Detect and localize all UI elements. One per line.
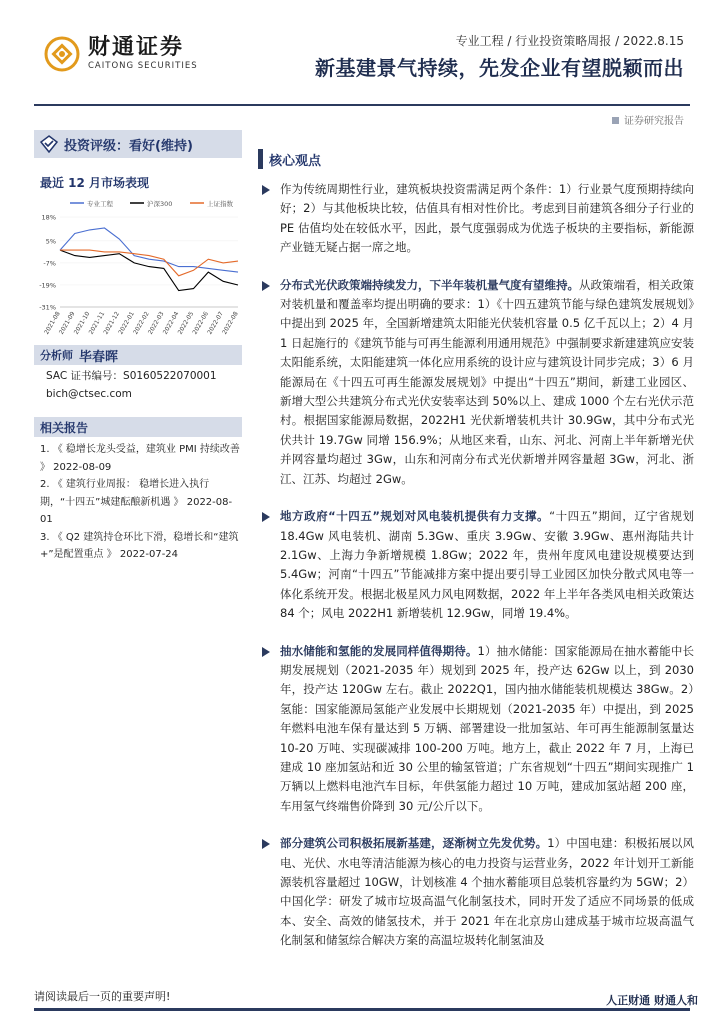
x-tick-label: 2022-03 — [146, 310, 166, 335]
paragraph-text: 从政策端看，相关政策对装机量和覆盖率均提出明确的要求：1）《十四五建筑节能与绿色建筑发展规划》中提出到 2025 年，全国新增建筑太阳能光伏装机容量 0.5 亿千瓦以上；2）4 月 1 日起施行的《建筑节能与可再生能源利用通用规范》中强制要求新建建筑应安装太阳能系统，太阳能建筑一体化应用系统的设计应与建筑设计同步完成；3）6 月能源局在《十四五可再生能源发展规划》中提出“十四五”期间，新建工业园区、新增大型公共建筑分布式光伏安装率达到 50%以上、建成 1000 个左右光伏示范村。根据国家能源局数据，2022H1 光伏新增装机共计 30.9Gw，其中分布式光伏共计 19.7Gw 同增 156.9%；从地区来看，山东、河北、河南上半年新增光伏并网容量均超过 3Gw，山东和河南分布式光伏新增并网容量超 3Gw，河北、浙江、江苏、均超过 2Gw。 — [280, 277, 694, 486]
square-bullet-icon — [612, 117, 619, 124]
analyst-info — [34, 367, 242, 403]
analyst-bar — [34, 345, 242, 365]
logo-cn-text: 财通证券 — [88, 35, 185, 60]
analyst-email[interactable]: bich@ctsec.com — [46, 388, 132, 400]
disclaimer-note: 请阅读最后一页的重要声明! — [34, 990, 171, 1003]
legend-label: 沪深300 — [147, 200, 173, 208]
analyst-label: 分析师 — [40, 349, 73, 362]
footer-slogan: 人正财通 财通人和 — [606, 994, 698, 1007]
diamond-check-icon — [40, 135, 58, 153]
related-report-item[interactable]: 2. 《 建筑行业周报： 稳增长进入执行期，“十四五”城建酝酿新机遇 》 2022-08-01 — [40, 479, 233, 525]
investment-rating: 投资评级：看好(维持) — [64, 138, 193, 154]
x-tick-label: 2022-05 — [176, 310, 196, 335]
report-type-text: 证券研究报告 — [624, 116, 684, 127]
sidebar — [34, 130, 242, 564]
paragraph-companies — [258, 834, 694, 950]
report-type-tag — [612, 112, 684, 127]
paragraph-storage-hydrogen — [258, 642, 694, 817]
x-tick-label: 2021-09 — [57, 310, 77, 335]
paragraph-lead: 地方政府“十四五”规划对风电装机提供有力支撑。 — [280, 509, 550, 524]
legend-label: 专业工程 — [87, 200, 113, 208]
paragraph-text: 作为传统周期性行业，建筑板块投资需满足两个条件：1）行业景气度预期持续向好；2）与其他板块比较，估值具有相对性价比。考虑到目前建筑各细分子行业的 PE 估值均处在较低水平，因此，景气度强弱成为优选子板块的主要指标，新能源产业链无疑占据一席之地。 — [280, 182, 694, 255]
y-tick-label: -7% — [43, 259, 56, 268]
x-tick-label: 2021-10 — [72, 310, 92, 335]
legend-label: 上证指数 — [207, 200, 233, 208]
paragraph-text: 1）抽水储能：国家能源局在抽水蓄能中长期发展规划（2021-2035 年）规划到 2025 年，投产达 62Gw 以上，到 2030 年，投产达 120Gw 左右。截止 2022Q1，国内抽水储能装机规模达 38Gw。2）氢能：国家能源局氢能产业发展中长期规划（2021-2035 年）中提出，到 2025 年燃料电池车保有量达到 5 万辆、部署建设一批加氢站、年可再生能源制氢量达 10-20 万吨、实现碳减排 100-200 万吨。地方上，截止 2022 年 7 月，上海已建成 10 座加氢站和近 30 公里的输氢管道；广东省规划“十四五”期间实现推广 1 万辆以上燃料电池汽车目标，年供氢能力超过 10 万吨，建成加氢站超 200 座，车用氢气终端售价降到 30 元/公斤以下。 — [280, 643, 694, 813]
header-divider — [34, 104, 690, 106]
report-headline: 新基建景气持续，先发企业有望脱颖而出 — [315, 56, 684, 80]
arrow-bullet-icon — [262, 281, 270, 291]
y-tick-label: 18% — [41, 213, 56, 222]
arrow-bullet-icon — [262, 512, 270, 522]
analyst-name: 毕春晖 — [79, 349, 119, 365]
x-tick-label: 2021-12 — [102, 310, 122, 335]
paragraph-lead: 分布式光伏政策端持续发力，下半年装机量气度有望维持。 — [280, 277, 579, 292]
footer-divider — [34, 1008, 690, 1011]
caitong-logo-icon — [44, 36, 80, 72]
y-tick-label: 5% — [45, 237, 56, 246]
core-viewpoint-title: 核心观点 — [269, 153, 322, 169]
paragraph-intro — [258, 180, 694, 258]
x-tick-label: 2021-08 — [43, 310, 62, 335]
sac-number: SAC 证书编号：S0160522070001 — [46, 370, 217, 382]
x-tick-label: 2022-07 — [206, 310, 225, 335]
core-viewpoint-header — [258, 148, 694, 170]
main-content — [258, 148, 694, 951]
paragraph-lead: 部分建筑公司积极拓展新基建，逐渐树立先发优势。 — [280, 836, 548, 851]
arrow-bullet-icon — [262, 647, 270, 657]
x-tick-label: 2022-04 — [161, 310, 181, 335]
y-tick-label: -19% — [39, 281, 56, 290]
market-performance-chart — [34, 195, 242, 335]
market-performance-title: 最近 12 月市场表现 — [40, 176, 150, 190]
rating-bar — [34, 130, 242, 158]
paragraph-text: 1）中国电建：积极拓展以风电、光伏、水电等清洁能源为核心的电力投资与运营业务，2022 年计划开工新能源装机容量超过 10GW，计划核准 4 个抽水蓄能项目总装机容量约为 5GW；2）中国化学：研发了城市垃圾高温气化制氢技术，同时开发了适应不同场景的低成本、安全、高效的储氢技术，并于 2021 年在北京房山建成基于城市垃圾高温气化制氢和储氢综合解决方案的高温垃圾转化制氢油及 — [280, 836, 694, 948]
paragraph-solar — [258, 276, 694, 489]
logo-en-text: CAITONG SECURITIES — [88, 61, 198, 71]
paragraph-wind — [258, 507, 694, 623]
x-tick-label: 2021-11 — [87, 310, 107, 335]
paragraph-text: “十四五”期间，辽宁省规划 18.4Gw 风电装机、湖南 5.3Gw、重庆 3.9Gw、安徽 3.9Gw、惠州海陆共计 2.1Gw、上海力争新增规模 1.8Gw；2022 年，贵州年度风电建设规模要达到 5.4Gw；河南“十四五”节能减排方案中提出要引导工业园区加快分散式风电等一体化系统开发。根据北极星风力风电网数据，2022 年上半年各类风电相关政策达 84 个；风电 2022H1 新增装机 12.9Gw，同增 19.4%。 — [280, 509, 694, 621]
x-tick-label: 2022-06 — [191, 310, 211, 335]
x-tick-label: 2022-02 — [132, 310, 151, 335]
x-tick-label: 2022-08 — [221, 310, 240, 335]
related-report-item[interactable]: 1. 《 稳增长龙头受益，建筑业 PMI 持续改善 》 2022-08-09 — [40, 444, 240, 473]
related-reports-title: 相关报告 — [34, 417, 242, 437]
company-logo — [44, 36, 198, 72]
section-marker — [258, 149, 263, 169]
y-tick-label: -31% — [39, 303, 56, 312]
arrow-bullet-icon — [262, 185, 270, 195]
arrow-bullet-icon — [262, 839, 270, 849]
related-reports-list — [34, 441, 242, 564]
paragraph-lead: 抽水储能和氢能的发展同样值得期待。 — [280, 643, 478, 658]
related-report-item[interactable]: 3. 《 Q2 建筑持仓环比下滑，稳增长和“建筑+”是配置重点 》 2022-07-24 — [40, 531, 239, 560]
x-tick-label: 2022-01 — [117, 310, 136, 335]
report-meta: 专业工程 / 行业投资策略周报 / 2022.8.15 — [455, 34, 684, 48]
